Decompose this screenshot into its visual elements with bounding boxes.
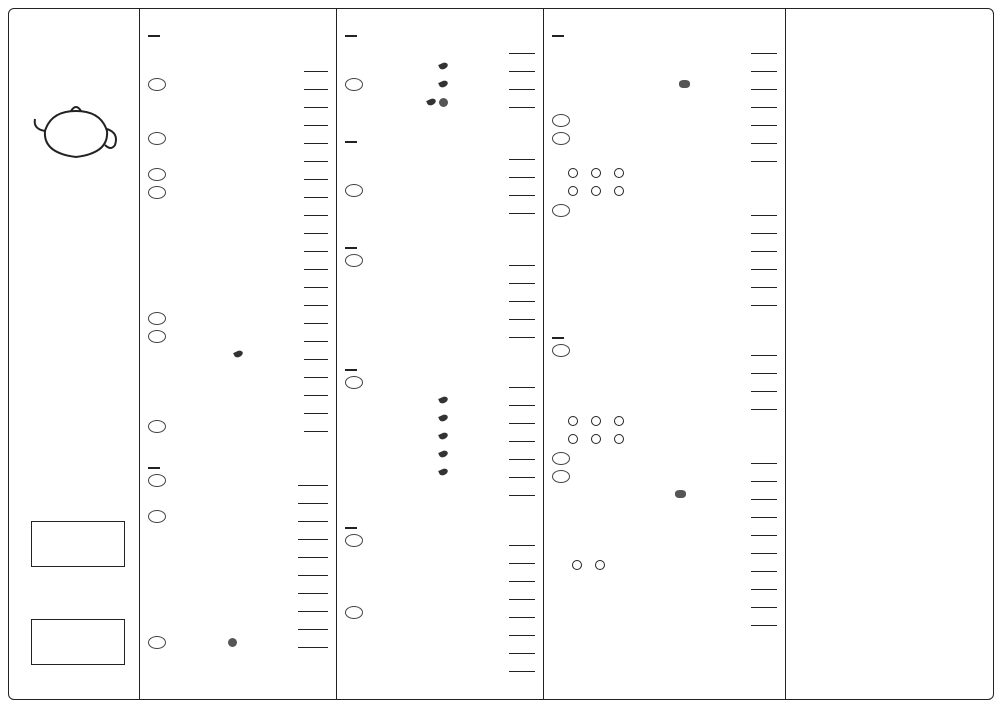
quantity-blank[interactable]: [298, 511, 328, 522]
quantity-blank[interactable]: [751, 97, 777, 108]
quantity-blank[interactable]: [509, 625, 535, 636]
menu-item[interactable]: [552, 57, 777, 75]
column-3: [543, 9, 785, 699]
quantity-blank[interactable]: [298, 583, 328, 594]
quantity-blank[interactable]: [509, 273, 535, 284]
quantity-blank[interactable]: [509, 43, 535, 54]
column-4: [785, 9, 993, 699]
quantity-blank[interactable]: [509, 395, 535, 406]
roastrice-options-1: [552, 165, 777, 183]
recommend-badge-icon: [552, 132, 570, 145]
menu-item[interactable]: [345, 305, 535, 323]
congee-header: [345, 121, 535, 143]
quantity-blank[interactable]: [304, 241, 328, 252]
menu-item[interactable]: [148, 129, 328, 147]
menu-item[interactable]: [345, 373, 535, 391]
option-radio[interactable]: [614, 186, 627, 198]
quantity-blank[interactable]: [509, 553, 535, 564]
chili-icon: [438, 61, 449, 70]
menu-item[interactable]: [345, 93, 535, 111]
option-radio[interactable]: [591, 168, 604, 180]
dimsum-header: [148, 15, 328, 37]
menu-item[interactable]: [345, 57, 535, 75]
noodle-section: [345, 15, 535, 111]
snack-section: [345, 507, 535, 675]
menu-item[interactable]: [148, 237, 328, 255]
quantity-blank[interactable]: [304, 349, 328, 360]
recommend-badge-icon: [148, 330, 166, 343]
chili-icon: [438, 413, 449, 422]
menu-item[interactable]: [345, 463, 535, 481]
menu-item[interactable]: [345, 445, 535, 463]
recommend-badge-icon: [148, 636, 166, 649]
menu-item[interactable]: [552, 503, 777, 521]
steamrice-header: [345, 227, 535, 249]
quantity-blank[interactable]: [509, 607, 535, 618]
menu-item[interactable]: [345, 603, 535, 621]
quantity-blank[interactable]: [751, 363, 777, 374]
menu-item[interactable]: [552, 147, 777, 165]
menu-item[interactable]: [552, 111, 777, 129]
quantity-blank[interactable]: [509, 589, 535, 600]
menu-item[interactable]: [345, 323, 535, 341]
recommend-badge-icon: [148, 420, 166, 433]
snack-header: [345, 507, 535, 529]
menu-item[interactable]: [345, 657, 535, 675]
quantity-blank[interactable]: [751, 61, 777, 72]
recommend-badge-icon: [148, 78, 166, 91]
fishball-title: [148, 467, 160, 469]
menu-item[interactable]: [552, 201, 777, 219]
menu-item[interactable]: [148, 615, 328, 633]
quantity-blank[interactable]: [751, 133, 777, 144]
quantity-blank[interactable]: [304, 169, 328, 180]
recommend-badge-icon: [552, 204, 570, 217]
menu-item[interactable]: [552, 395, 777, 413]
quantity-blank[interactable]: [751, 399, 777, 410]
roastrice-options-2: [552, 183, 777, 201]
quantity-blank[interactable]: [751, 241, 777, 252]
menu-item[interactable]: [148, 165, 328, 183]
quantity-blank[interactable]: [304, 187, 328, 198]
spicy-ball-icon: [439, 98, 448, 107]
option-radio[interactable]: [568, 434, 581, 446]
soup-title: [345, 369, 357, 371]
option-radio[interactable]: [591, 186, 604, 198]
menu-item[interactable]: [148, 183, 328, 201]
menu-item[interactable]: [148, 489, 328, 507]
menu-item[interactable]: [148, 399, 328, 417]
quantity-blank[interactable]: [751, 543, 777, 554]
recommend-badge-icon: [345, 254, 363, 267]
chili-icon: [438, 79, 449, 88]
menu-item[interactable]: [552, 521, 777, 539]
spicy-ball-icon: [228, 638, 237, 647]
menu-item[interactable]: [148, 75, 328, 93]
quantity-blank[interactable]: [509, 185, 535, 196]
quantity-blank[interactable]: [509, 291, 535, 302]
recommend-badge-icon: [345, 534, 363, 547]
brand-column: [9, 9, 139, 699]
store-1: [9, 259, 139, 302]
chili-icon: [438, 467, 449, 476]
menu-item[interactable]: [148, 417, 328, 435]
menu-item[interactable]: [148, 255, 328, 273]
option-radio[interactable]: [591, 416, 604, 428]
roast-header: [552, 317, 777, 339]
menu-item[interactable]: [345, 391, 535, 409]
quantity-blank[interactable]: [509, 255, 535, 266]
menu-item[interactable]: [148, 273, 328, 291]
menu-item[interactable]: [345, 199, 535, 217]
quantity-blank[interactable]: [509, 149, 535, 160]
quantity-blank[interactable]: [509, 467, 535, 478]
soup-section: [345, 349, 535, 499]
quantity-blank[interactable]: [509, 643, 535, 654]
quantity-blank[interactable]: [509, 413, 535, 424]
snack-title: [345, 527, 357, 529]
column-2: [336, 9, 543, 699]
fishball-header: [148, 447, 328, 469]
quantity-blank[interactable]: [509, 485, 535, 496]
quantity-blank[interactable]: [304, 331, 328, 342]
quantity-blank[interactable]: [304, 61, 328, 72]
option-radio[interactable]: [614, 434, 627, 446]
quantity-blank[interactable]: [298, 565, 328, 576]
quantity-blank[interactable]: [304, 313, 328, 324]
option-radio[interactable]: [614, 416, 627, 428]
menu-item[interactable]: [552, 449, 777, 467]
menu-item[interactable]: [552, 93, 777, 111]
quantity-blank[interactable]: [751, 115, 777, 126]
quantity-blank[interactable]: [304, 223, 328, 234]
quantity-blank[interactable]: [509, 327, 535, 338]
quantity-blank[interactable]: [751, 489, 777, 500]
menu-item[interactable]: [345, 621, 535, 639]
quantity-blank[interactable]: [751, 525, 777, 536]
quantity-blank[interactable]: [304, 97, 328, 108]
quantity-blank[interactable]: [509, 431, 535, 442]
menu-item[interactable]: [552, 255, 777, 273]
congee-section: [345, 121, 535, 217]
fishball-section: [148, 447, 328, 651]
menu-item[interactable]: [345, 585, 535, 603]
noodle-title: [345, 35, 357, 37]
recommend-badge-icon: [552, 114, 570, 127]
menu-item[interactable]: [148, 291, 328, 309]
noodle-header: [345, 15, 535, 37]
menu-item[interactable]: [345, 639, 535, 657]
dimsum-section: [148, 15, 328, 435]
menu-item[interactable]: [345, 567, 535, 585]
beef-icon: [679, 80, 690, 88]
menu-item[interactable]: [345, 481, 535, 499]
quantity-blank[interactable]: [509, 661, 535, 672]
quantity-blank[interactable]: [751, 561, 777, 572]
recommend-badge-icon: [148, 186, 166, 199]
recommend-badge-icon: [148, 312, 166, 325]
menu-item[interactable]: [148, 57, 328, 75]
chili-icon: [438, 431, 449, 440]
congee-title: [345, 141, 357, 143]
menu-item[interactable]: [345, 531, 535, 549]
quantity-blank[interactable]: [509, 377, 535, 388]
option-radio[interactable]: [614, 168, 627, 180]
quantity-blank[interactable]: [751, 579, 777, 590]
menu-item[interactable]: [552, 557, 777, 575]
quantity-blank[interactable]: [298, 529, 328, 540]
quantity-blank[interactable]: [304, 421, 328, 432]
people-field[interactable]: [31, 619, 125, 665]
menu-item[interactable]: [345, 39, 535, 57]
menu-item[interactable]: [345, 75, 535, 93]
recommend-badge-icon: [148, 132, 166, 145]
recommend-badge-icon: [148, 168, 166, 181]
quantity-blank[interactable]: [509, 535, 535, 546]
menu-item[interactable]: [345, 251, 535, 269]
menu-item[interactable]: [552, 575, 777, 593]
menu-item[interactable]: [552, 129, 777, 147]
menu-item[interactable]: [148, 93, 328, 111]
recommend-badge-icon: [552, 344, 570, 357]
menu-item[interactable]: [148, 579, 328, 597]
menu-item[interactable]: [345, 163, 535, 181]
quantity-blank[interactable]: [751, 345, 777, 356]
quantity-blank[interactable]: [751, 471, 777, 482]
recommend-badge-icon: [345, 184, 363, 197]
option-radio[interactable]: [595, 560, 608, 572]
option-group: [572, 560, 686, 572]
quantity-blank[interactable]: [298, 637, 328, 648]
chili-icon: [438, 395, 449, 404]
quantity-blank[interactable]: [304, 385, 328, 396]
menu-item[interactable]: [148, 597, 328, 615]
roast-section: [552, 317, 777, 629]
roastrice-section: [552, 15, 777, 309]
soup-header: [345, 349, 535, 371]
dimsum-note: [148, 39, 328, 57]
quantity-blank[interactable]: [751, 615, 777, 626]
quantity-blank[interactable]: [509, 97, 535, 108]
roastrice-header: [552, 15, 777, 37]
recommend-badge-icon: [552, 452, 570, 465]
quantity-blank[interactable]: [304, 115, 328, 126]
beef-icon: [675, 490, 686, 498]
quantity-blank[interactable]: [751, 205, 777, 216]
menu-item[interactable]: [148, 633, 328, 651]
recommend-badge-icon: [552, 470, 570, 483]
quantity-blank[interactable]: [298, 475, 328, 486]
menu-item[interactable]: [552, 291, 777, 309]
roastrice-title: [552, 35, 564, 37]
menu-item[interactable]: [148, 561, 328, 579]
teapot-logo-icon: [31, 101, 121, 171]
menu-item[interactable]: [345, 181, 535, 199]
option-radio[interactable]: [591, 434, 604, 446]
quantity-blank[interactable]: [304, 295, 328, 306]
quantity-blank[interactable]: [751, 277, 777, 288]
menu-item[interactable]: [345, 269, 535, 287]
quantity-blank[interactable]: [509, 571, 535, 582]
menu-item[interactable]: [148, 147, 328, 165]
quantity-blank[interactable]: [509, 309, 535, 320]
menu-item[interactable]: [148, 111, 328, 129]
recommend-badge-icon: [345, 606, 363, 619]
store-2: [9, 343, 139, 386]
menu-item[interactable]: [148, 309, 328, 327]
steamrice-section: [345, 227, 535, 341]
quantity-blank[interactable]: [751, 295, 777, 306]
quantity-blank[interactable]: [751, 223, 777, 234]
recommend-badge-icon: [345, 376, 363, 389]
quantity-blank[interactable]: [751, 381, 777, 392]
menu-item[interactable]: [148, 543, 328, 561]
menu-item[interactable]: [148, 507, 328, 525]
menu-item[interactable]: [148, 525, 328, 543]
menu-item[interactable]: [148, 219, 328, 237]
menu-item[interactable]: [552, 273, 777, 291]
menu-item[interactable]: [345, 427, 535, 445]
menu-item[interactable]: [345, 145, 535, 163]
menu-item[interactable]: [345, 549, 535, 567]
quantity-blank[interactable]: [304, 205, 328, 216]
chili-icon: [426, 97, 437, 106]
quantity-blank[interactable]: [304, 367, 328, 378]
menu-item[interactable]: [552, 359, 777, 377]
menu-item[interactable]: [552, 39, 777, 57]
quantity-blank[interactable]: [751, 259, 777, 270]
menu-item[interactable]: [552, 485, 777, 503]
quantity-blank[interactable]: [509, 79, 535, 90]
quantity-blank[interactable]: [751, 43, 777, 54]
option-radio[interactable]: [568, 168, 581, 180]
quantity-blank[interactable]: [751, 507, 777, 518]
menu-item[interactable]: [148, 345, 328, 363]
quantity-blank[interactable]: [509, 449, 535, 460]
menu-item[interactable]: [552, 611, 777, 629]
menu-item[interactable]: [345, 409, 535, 427]
quantity-blank[interactable]: [298, 619, 328, 630]
quantity-blank[interactable]: [751, 597, 777, 608]
menu-item[interactable]: [148, 363, 328, 381]
option-radio[interactable]: [572, 560, 585, 572]
quantity-blank[interactable]: [751, 151, 777, 162]
quantity-blank[interactable]: [304, 133, 328, 144]
option-radio[interactable]: [568, 416, 581, 428]
quantity-blank[interactable]: [509, 167, 535, 178]
quantity-blank[interactable]: [304, 151, 328, 162]
recommend-badge-icon: [148, 510, 166, 523]
roast-options-1: [552, 413, 777, 431]
menu-item[interactable]: [552, 75, 777, 93]
menu-item[interactable]: [148, 471, 328, 489]
column-1: [139, 9, 336, 699]
roast-title: [552, 337, 564, 339]
quantity-blank[interactable]: [298, 601, 328, 612]
quantity-blank[interactable]: [304, 277, 328, 288]
menu-sheet: [8, 8, 994, 700]
quantity-blank[interactable]: [509, 203, 535, 214]
quantity-blank[interactable]: [509, 61, 535, 72]
option-radio[interactable]: [568, 186, 581, 198]
menu-item[interactable]: [345, 287, 535, 305]
menu-item[interactable]: [148, 201, 328, 219]
quantity-blank[interactable]: [751, 79, 777, 90]
table-number-field[interactable]: [31, 521, 125, 567]
roast-options-2: [552, 431, 777, 449]
menu-item[interactable]: [552, 237, 777, 255]
dimsum-title: [148, 35, 160, 37]
quantity-blank[interactable]: [304, 259, 328, 270]
menu-item[interactable]: [148, 381, 328, 399]
chili-icon: [233, 349, 244, 358]
steamrice-title: [345, 247, 357, 249]
quantity-blank[interactable]: [298, 493, 328, 504]
chili-icon: [438, 449, 449, 458]
quantity-blank[interactable]: [298, 547, 328, 558]
menu-item[interactable]: [552, 467, 777, 485]
menu-item[interactable]: [552, 539, 777, 557]
menu-item[interactable]: [552, 593, 777, 611]
recommend-badge-icon: [345, 78, 363, 91]
menu-item[interactable]: [552, 341, 777, 359]
quantity-blank[interactable]: [751, 453, 777, 464]
quantity-blank[interactable]: [304, 403, 328, 414]
menu-item[interactable]: [552, 219, 777, 237]
menu-item[interactable]: [148, 327, 328, 345]
menu-item[interactable]: [552, 377, 777, 395]
quantity-blank[interactable]: [304, 79, 328, 90]
recommend-badge-icon: [148, 474, 166, 487]
